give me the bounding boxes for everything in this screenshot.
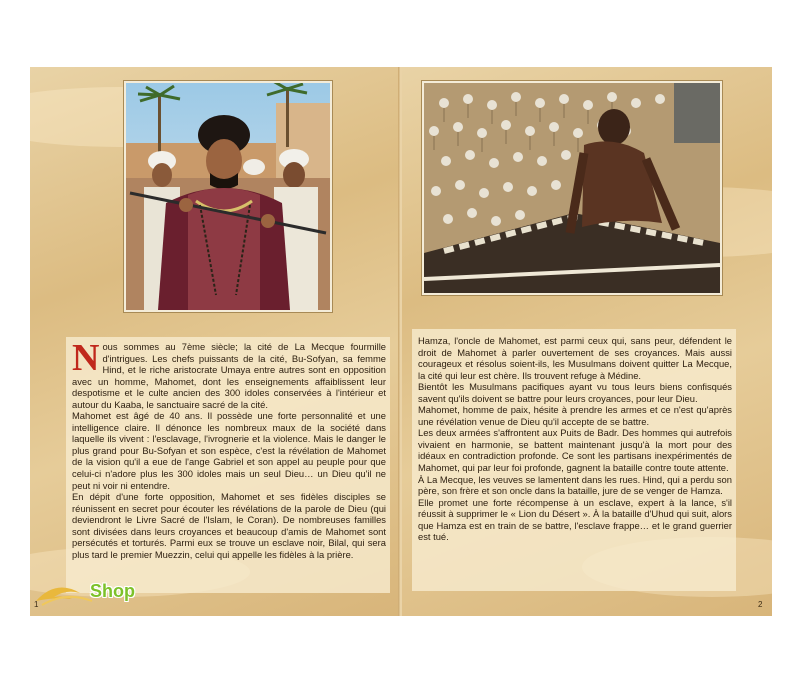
photo-hamza-warrior [124, 81, 332, 312]
book-spread [30, 67, 772, 616]
shop-logo-text: Shop [90, 581, 135, 601]
paragraph: Hamza, l'oncle de Mahomet, est parmi ceux qui, sans peur, défendent le droit de Mahomet à parler ouvertement de ses croyances. Mais aussi courageux et résolus soient-ils, les Musulmans doivent quitter La Mecque, la cité qui leur est chère. Ils trouvent refuge à Médine. [418, 335, 732, 381]
paragraph: Elle promet une forte récompense à un esclave, expert à la lance, s'il réussit à supprimer le « Lion du Désert ». À la bataille d'Uhud qui suit, alors que Hamza est en train de se battre, l'esclave frappe… et le grand guerrier est tué. [418, 496, 732, 543]
right-page [402, 67, 772, 616]
right-text [418, 335, 732, 543]
photo-illustration [424, 83, 720, 293]
page-number-left: 1 [34, 600, 39, 609]
page-number-right: 2 [758, 600, 763, 609]
photo-battle-scene [422, 81, 722, 295]
mumuslim-shop-logo [32, 579, 162, 611]
paragraph: Les deux armées s'affrontent aux Puits de Badr. Des hommes qui autrefois vivaient en harmonie, se battent maintenant jusqu'à la mort pour des idéaux en contradiction profonde. Ce sont les partisans inexpérimentés de Mahomet, qui par leur foi profonde, gagnent la bataille contre toute attente. [418, 427, 732, 474]
paragraph: À La Mecque, les veuves se lamentent dans les rues. Hind, qui a perdu son père, son frère et son oncle dans la bataille, jure de se venger de Hamza. [418, 473, 732, 497]
paragraph: Mahomet est âgé de 40 ans. Il possède une forte personnalité et une intelligence claire. Il dénonce les nombreux maux de la société dans laquelle ils vivent : l'esclavage, l'ivrognerie et la violence. Mais le danger le plus grand pour Bu-Sofyan et son espèce, c'est la révélation de Mahomet de la vision qu'il a eue de l'ange Gabriel et son appel au peuple pour que celui-ci n'adore plus les 300 idoles mais un seul Dieu… un Dieu qu'il ne peut ni voir ni entendre. [72, 410, 386, 491]
photo-illustration [126, 83, 330, 310]
paragraph: Mahomet, homme de paix, hésite à prendre les armes et ce n'est qu'après une révélation venue de Dieu qu'il accepte de se battre. [418, 404, 732, 427]
paragraph: En dépit d'une forte opposition, Mahomet et ses fidèles disciples se réunissent en secret pour écouter les révélations de la parole de Dieu (qui deviendront le Livre Sacré de l'Islam, le Coran). De nombreuses familles sont divisées dans leurs croyances et beaucoup d'amis de Mahomet sont persécutés et torturés. Parmi eux se trouve un esclave noir, Bilal, qui sera plus tard le premier Muezzin, celui qui appelle les fidèles à la prière. [72, 491, 386, 560]
left-text [72, 337, 386, 560]
left-page [30, 67, 400, 616]
paragraph: Nous sommes au 7ème siècle; la cité de La Mecque fourmille d'intrigues. Les chefs puissants de la cité, Bu-Sofyan, sa femme Hind, et le riche aristocrate Umaya entre autres sont en opposition avec un homme, Mahomet, dont les enseignements affaiblissent leur despotisme et le culte ancien des 300 idoles conservées à l'intérieur et autour du Kaaba, le sanctuaire sacré de la cité. [72, 337, 386, 410]
dropcap-letter: N [72, 337, 100, 379]
paragraph: Bientôt les Musulmans pacifiques ayant vu tous leurs biens confisqués savent qu'ils doivent se battre pour leurs croyances, pour leur Dieu. [418, 381, 732, 404]
